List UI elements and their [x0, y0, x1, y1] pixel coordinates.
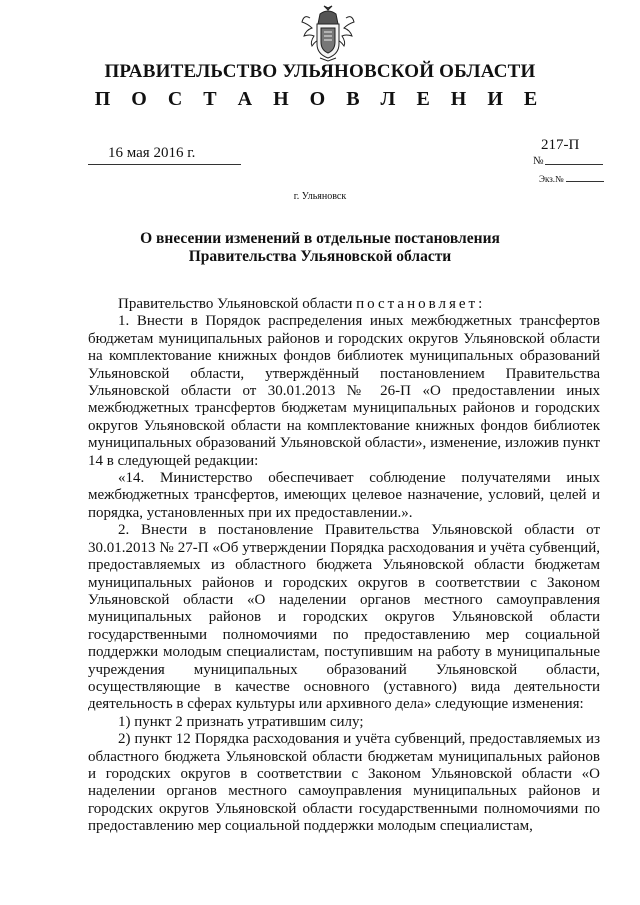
number-sign: №: [533, 155, 544, 167]
document-number: 217-П: [541, 137, 580, 153]
copy-label: Экз.№: [539, 174, 564, 184]
document-body: [88, 296, 600, 836]
number-underline: [545, 164, 603, 165]
organization-name: ПРАВИТЕЛЬСТВО УЛЬЯНОВСКОЙ ОБЛАСТИ: [104, 61, 536, 82]
body-paragraph: «14. Министерство обеспечивает соблюдение получателями иных межбюджетных трансфертов, имеющих целевое назначение, условий, целей и порядка, установленных при их предоставлении.».: [88, 470, 600, 521]
body-paragraph: 2. Внести в постановление Правительства Ульяновской области от 30.01.2013 № 27-П «Об утверждении Порядка расходования и учёта субвенций, предоставляемых из областного бюджета Ульяновской области бюджетам муниципальных районов и городских округов в соответствии с Законом Ульяновской области «О наделении органов местного самоуправления муниципальных районов и городских округов Ульяновской области государственными полномочиями по предоставлению мер социальной поддержки молодым специалистам, поступившим на работу в муниципальные учреждения муниципальных образований Ульяновской области, осуществляющие в качестве основного (уставного) вида деятельности деятельность в сферах культуры или архивного дела» следующие изменения:: [88, 522, 600, 713]
intro-text: Правительство Ульяновской области: [118, 296, 357, 312]
intro-verb: постановляет:: [356, 296, 486, 312]
city-name: г. Ульяновск: [293, 191, 347, 202]
document-title: О внесении изменений в отдельные постановления Правительства Ульяновской области: [140, 230, 500, 265]
date-underline: [88, 164, 241, 165]
coat-of-arms-icon: [300, 4, 356, 62]
body-paragraph: 2) пункт 12 Порядка расходования и учёта субвенций, предоставляемых из областного бюджета Ульяновской области бюджетам муниципальных районов и городских округов в соответствии с Законом Ульяновской области «О наделении органов местного самоуправления муниципальных районов и городских округов Ульяновской области государственными полномочиями по предоставлению мер социальной поддержки молодым специалистам,: [88, 731, 600, 835]
intro-paragraph: [88, 296, 600, 313]
document-date: 16 мая 2016 г.: [108, 145, 196, 161]
body-paragraph: 1. Внести в Порядок распределения иных межбюджетных трансфертов бюджетам муниципальных районов и городских округов Ульяновской области на комплектование книжных фондов библиотек муниципальных образований Ульяновской области, утверждённый постановлением Правительства Ульяновской области от 30.01.2013 № 26-П «О предоставлении иных межбюджетных трансфертов бюджетам муниципальных районов и городских округов Ульяновской области на комплектование книжных фондов библиотек муниципальных образований Ульяновской области», изменение, изложив пункт 14 в следующей редакции:: [88, 313, 600, 469]
document-type: П О С Т А Н О В Л Е Н И Е: [94, 88, 546, 110]
body-paragraph: 1) пункт 2 признать утратившим силу;: [118, 713, 364, 730]
copy-underline: [566, 181, 604, 182]
